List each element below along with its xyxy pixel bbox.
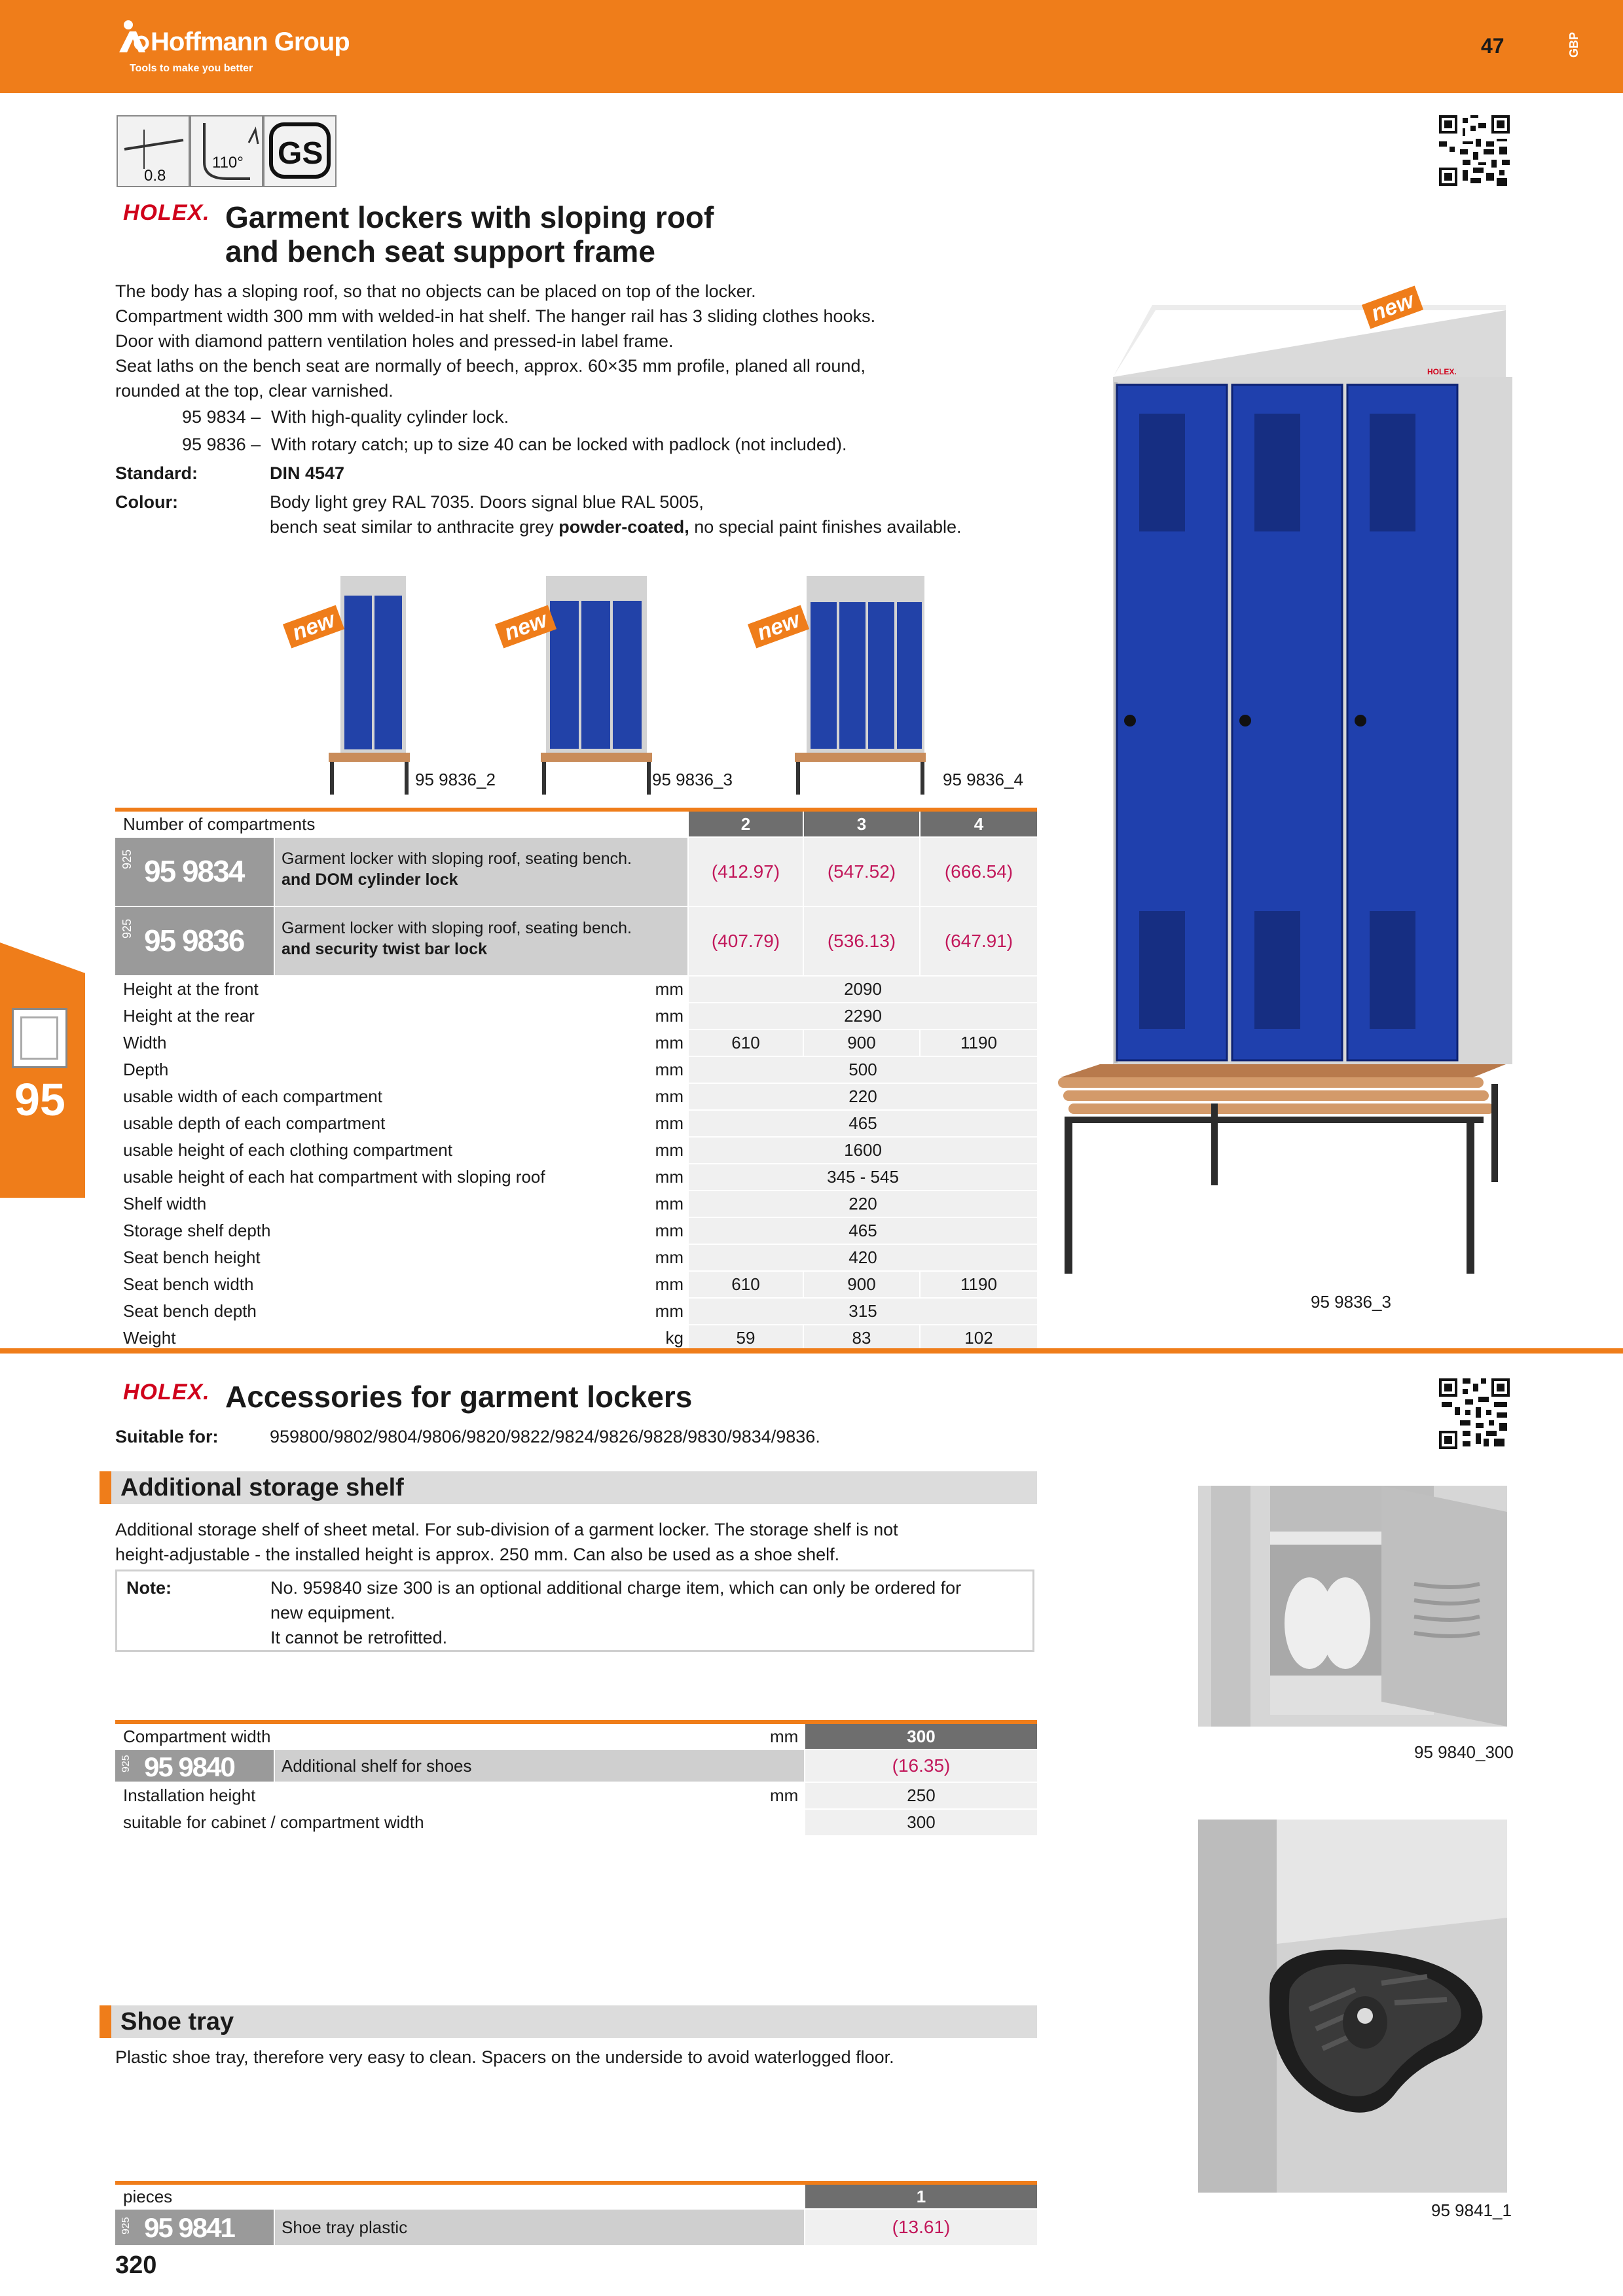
- header-label: Number of compartments: [123, 814, 316, 834]
- door-angle-value: 110°: [212, 154, 244, 171]
- table-header-row: [115, 1724, 1037, 1750]
- article-code: 95 9841: [144, 2212, 234, 2243]
- spec-row: [115, 1164, 1037, 1191]
- spec-value: 500: [689, 1057, 1037, 1083]
- spec-label: Height at the rear: [123, 1006, 255, 1026]
- header-label: Compartment width: [123, 1727, 271, 1746]
- spec-value: 900: [804, 1272, 919, 1297]
- spec-label: Seat bench depth: [123, 1301, 257, 1321]
- variant-text: With high-quality cylinder lock.: [271, 407, 509, 427]
- shoe-tray-image[interactable]: [1198, 1820, 1507, 2193]
- price-group: 925: [120, 2217, 132, 2234]
- desc-line: Additional storage shelf of sheet metal. For sub-division of a garment locker. The storage shelf is not: [115, 1520, 898, 1539]
- spec-unit: mm: [655, 1194, 684, 1213]
- spec-unit: mm: [655, 1301, 684, 1321]
- spec-label: Storage shelf depth: [123, 1221, 271, 1240]
- desc-line1: Garment locker with sloping roof, seating bench.: [282, 850, 632, 868]
- price-cell[interactable]: (647.91): [921, 907, 1037, 975]
- spec-value: 610: [689, 1030, 803, 1056]
- spec-unit: mm: [655, 1033, 684, 1052]
- spec-row: [115, 1783, 1037, 1810]
- shelf-description: [115, 1517, 898, 1567]
- locker-table: [115, 808, 1037, 1352]
- accessories-title: Accessories for garment lockers: [225, 1380, 693, 1414]
- spec-value: 250: [805, 1783, 1037, 1808]
- desc-line: rounded at the top, clear varnished.: [115, 381, 393, 401]
- gs-mark-text: GS: [278, 136, 323, 171]
- door-angle-icon: [190, 115, 263, 187]
- note-line: No. 959840 size 300 is an optional additional charge item, which can only be ordered for: [270, 1578, 962, 1598]
- spec-value: 610: [689, 1272, 803, 1297]
- region-label: GBP: [1567, 31, 1580, 58]
- main-image-caption: 95 9836_3: [1311, 1292, 1391, 1312]
- suitable-value: 959800/9802/9804/9806/9820/9822/9824/9826/9828/9830/9834/9836.: [270, 1427, 820, 1446]
- section-marker: [100, 2005, 111, 2038]
- colour-text: bench seat similar to anthracite grey: [270, 517, 559, 537]
- price-cell[interactable]: (547.52): [804, 838, 919, 906]
- shoe-shelf-image[interactable]: [1198, 1486, 1507, 1727]
- spec-row: [115, 1191, 1037, 1218]
- price-cell[interactable]: (412.97): [689, 838, 803, 906]
- colour-label: Colour:: [115, 492, 178, 512]
- tray-description: Plastic shoe tray, therefore very easy to clean. Spacers on the underside to avoid waterlogged floor.: [115, 2047, 894, 2067]
- page-code: 47: [1481, 34, 1504, 58]
- table-row-product[interactable]: [115, 907, 1037, 977]
- price-group: 925: [120, 849, 134, 869]
- header-label: pieces: [123, 2187, 173, 2206]
- spec-row: [115, 1245, 1037, 1272]
- lockers-title: [225, 200, 714, 268]
- spec-row: [115, 1810, 1037, 1837]
- table-header-row: [115, 2185, 1037, 2210]
- spec-label: Installation height: [123, 1785, 256, 1805]
- note-box: [115, 1570, 1034, 1652]
- spec-label: usable width of each compartment: [123, 1086, 382, 1106]
- colour-text: no special paint finishes available.: [689, 517, 962, 537]
- spec-row: [115, 1111, 1037, 1138]
- lockers-title-line2: and bench seat support frame: [225, 234, 655, 268]
- spec-value: 2090: [689, 977, 1037, 1002]
- spec-unit: mm: [655, 1060, 684, 1079]
- article-code: 95 9834: [144, 854, 244, 888]
- shelf-section-header: [100, 1471, 1037, 1504]
- table-row-product[interactable]: [115, 1750, 1037, 1783]
- standard-value: DIN 4547: [270, 463, 345, 483]
- spec-value: 315: [689, 1299, 1037, 1324]
- table-row-product[interactable]: [115, 838, 1037, 907]
- main-locker-image[interactable]: [1054, 298, 1512, 1293]
- article-code-block: [115, 907, 274, 975]
- desc-line2: and DOM cylinder lock: [282, 870, 458, 889]
- desc-line1: Garment locker with sloping roof, seating bench.: [282, 919, 632, 937]
- hoffmann-logo-icon: [117, 20, 149, 55]
- column-header: 300: [805, 1724, 1037, 1749]
- spec-value: 900: [804, 1030, 919, 1056]
- qr-code-icon[interactable]: [1439, 1378, 1510, 1449]
- spec-row: [115, 1218, 1037, 1245]
- variant-1: [182, 404, 509, 429]
- spec-unit: mm: [655, 1247, 684, 1267]
- new-badge: new: [1362, 285, 1423, 329]
- new-badge: new: [495, 605, 556, 648]
- thumbnail-4-compartments[interactable]: [790, 576, 934, 795]
- thumb-caption: 95 9836_4: [943, 770, 1023, 789]
- article-desc: [275, 838, 687, 906]
- price-group: 925: [120, 1755, 132, 1772]
- holex-logo: HOLEX.: [123, 1380, 210, 1405]
- section-marker: [100, 1471, 111, 1504]
- table-row-product[interactable]: [115, 2210, 1037, 2245]
- chapter-number: 95: [14, 1074, 65, 1125]
- desc-line: height-adjustable - the installed height is approx. 250 mm. Can also be used as a shoe shelf.: [115, 1545, 840, 1564]
- spec-value: 83: [804, 1325, 919, 1351]
- shelf-image-caption: 95 9840_300: [1414, 1742, 1514, 1762]
- desc-line: Seat laths on the bench seat are normally of beech, approx. 60×35 mm profile, planed all round,: [115, 356, 866, 376]
- article-code-block: [115, 1750, 274, 1782]
- holex-logo: HOLEX.: [123, 200, 210, 225]
- colour-value: [270, 490, 962, 539]
- shelf-table: [115, 1720, 1037, 1837]
- article-code: 95 9836: [144, 924, 244, 958]
- spec-value: 1600: [689, 1138, 1037, 1163]
- spec-row: [115, 1030, 1037, 1057]
- page-number: 320: [115, 2251, 157, 2279]
- thumb-caption: 95 9836_2: [415, 770, 496, 789]
- brand-tagline: Tools to make you better: [130, 63, 253, 74]
- desc-line: The body has a sloping roof, so that no objects can be placed on top of the locker.: [115, 281, 756, 301]
- spec-value: 220: [689, 1084, 1037, 1109]
- spec-row: [115, 1272, 1037, 1299]
- spec-row: [115, 1003, 1037, 1030]
- column-header: 1: [805, 2185, 1037, 2208]
- thumb-caption: 95 9836_3: [652, 770, 733, 789]
- spec-label: Width: [123, 1033, 167, 1052]
- standard-label: Standard:: [115, 463, 198, 483]
- spec-value: 102: [921, 1325, 1037, 1351]
- variant-2: [182, 432, 847, 457]
- spec-label: Shelf width: [123, 1194, 207, 1213]
- spec-unit: kg: [665, 1328, 684, 1348]
- tray-table: [115, 2181, 1037, 2245]
- header-unit: mm: [770, 1727, 799, 1746]
- new-badge: new: [283, 605, 344, 648]
- spec-unit: mm: [655, 1221, 684, 1240]
- colour-line: Body light grey RAL 7035. Doors signal blue RAL 5005,: [270, 492, 704, 512]
- gs-mark-icon: [263, 115, 337, 187]
- spec-value: 2290: [689, 1003, 1037, 1029]
- article-code-block: [115, 2210, 274, 2245]
- column-header: 3: [804, 812, 919, 836]
- sheet-thickness-value: 0.8: [144, 167, 166, 185]
- spec-unit: mm: [655, 1086, 684, 1106]
- tray-title: Shoe tray: [120, 2008, 234, 2036]
- colour-bold-text: powder-coated,: [558, 517, 689, 537]
- spec-row: [115, 1138, 1037, 1164]
- thumbnail-3-compartments[interactable]: [537, 576, 655, 795]
- note-line: It cannot be retrofitted.: [270, 1628, 448, 1647]
- article-code-block: [115, 838, 274, 906]
- spec-label: Weight: [123, 1328, 176, 1348]
- desc-line: Door with diamond pattern ventilation holes and pressed-in label frame.: [115, 331, 674, 351]
- spec-rows: [115, 977, 1037, 1352]
- price-cell[interactable]: (16.35): [805, 1750, 1037, 1782]
- spec-unit: mm: [655, 1140, 684, 1160]
- price-cell[interactable]: (536.13): [804, 907, 919, 975]
- variant-text: With rotary catch; up to size 40 can be locked with padlock (not included).: [271, 435, 847, 454]
- spec-label: Depth: [123, 1060, 169, 1079]
- note-label: Note:: [126, 1578, 172, 1598]
- spec-label: Seat bench height: [123, 1247, 261, 1267]
- price-group: 925: [120, 918, 134, 939]
- spec-value: 220: [689, 1191, 1037, 1217]
- note-text: [270, 1575, 961, 1650]
- column-header: 2: [689, 812, 803, 836]
- price-cell[interactable]: (407.79): [689, 907, 803, 975]
- column-header: 4: [921, 812, 1037, 836]
- spec-label: usable depth of each compartment: [123, 1113, 386, 1133]
- spec-row: [115, 977, 1037, 1003]
- spec-row: [115, 1057, 1037, 1084]
- brand-name[interactable]: Hoffmann Group: [151, 27, 350, 56]
- spec-value: 1190: [921, 1030, 1037, 1056]
- spec-value: 420: [689, 1245, 1037, 1270]
- variant-code: 95 9836 –: [182, 435, 261, 454]
- section-divider: [0, 1348, 1623, 1354]
- note-line: new equipment.: [270, 1603, 395, 1623]
- spec-unit: mm: [655, 1167, 684, 1187]
- lockers-title-line1: Garment lockers with sloping roof: [225, 200, 714, 234]
- spec-value: 1190: [921, 1272, 1037, 1297]
- spec-row: [115, 1084, 1037, 1111]
- table-header-row: [115, 812, 1037, 838]
- suitable-label: Suitable for:: [115, 1427, 219, 1446]
- new-badge: new: [748, 605, 809, 648]
- spec-label: Seat bench width: [123, 1274, 254, 1294]
- colour-line: [270, 514, 962, 539]
- spec-value: 345 - 545: [689, 1164, 1037, 1190]
- desc-line2: and security twist bar lock: [282, 940, 487, 958]
- shelf-title: Additional storage shelf: [120, 1474, 404, 1501]
- tray-image-caption: 95 9841_1: [1431, 2200, 1512, 2220]
- price-cell[interactable]: (666.54): [921, 838, 1037, 906]
- spec-unit: mm: [655, 979, 684, 999]
- spec-label: Height at the front: [123, 979, 259, 999]
- qr-code-icon[interactable]: [1439, 115, 1510, 186]
- spec-label: suitable for cabinet / compartment width: [123, 1812, 424, 1832]
- variant-code: 95 9834 –: [182, 407, 261, 427]
- spec-value: 465: [689, 1218, 1037, 1244]
- spec-unit: mm: [655, 1006, 684, 1026]
- spec-unit: mm: [770, 1785, 799, 1805]
- tray-section-header: [100, 2005, 1037, 2038]
- article-code: 95 9840: [144, 1751, 234, 1782]
- spec-unit: mm: [655, 1274, 684, 1294]
- sheet-thickness-icon: [117, 115, 190, 187]
- spec-value: 300: [805, 1810, 1037, 1835]
- spec-value: 465: [689, 1111, 1037, 1136]
- article-desc: [275, 907, 687, 975]
- spec-label: usable height of each hat compartment with sloping roof: [123, 1167, 545, 1187]
- desc-line: Compartment width 300 mm with welded-in hat shelf. The hanger rail has 3 sliding clothes hooks.: [115, 306, 876, 326]
- locker-chapter-icon: [12, 1008, 67, 1068]
- spec-row: [115, 1299, 1037, 1325]
- chapter-tab: [0, 942, 85, 1198]
- lockers-description: [115, 279, 1045, 403]
- spec-unit: mm: [655, 1113, 684, 1133]
- price-cell[interactable]: (13.61): [805, 2210, 1037, 2245]
- spec-label: usable height of each clothing compartment: [123, 1140, 452, 1160]
- article-desc: Additional shelf for shoes: [275, 1750, 804, 1782]
- locker-holex-label: HOLEX.: [1427, 367, 1457, 376]
- article-desc: Shoe tray plastic: [275, 2210, 804, 2245]
- spec-value: 59: [689, 1325, 803, 1351]
